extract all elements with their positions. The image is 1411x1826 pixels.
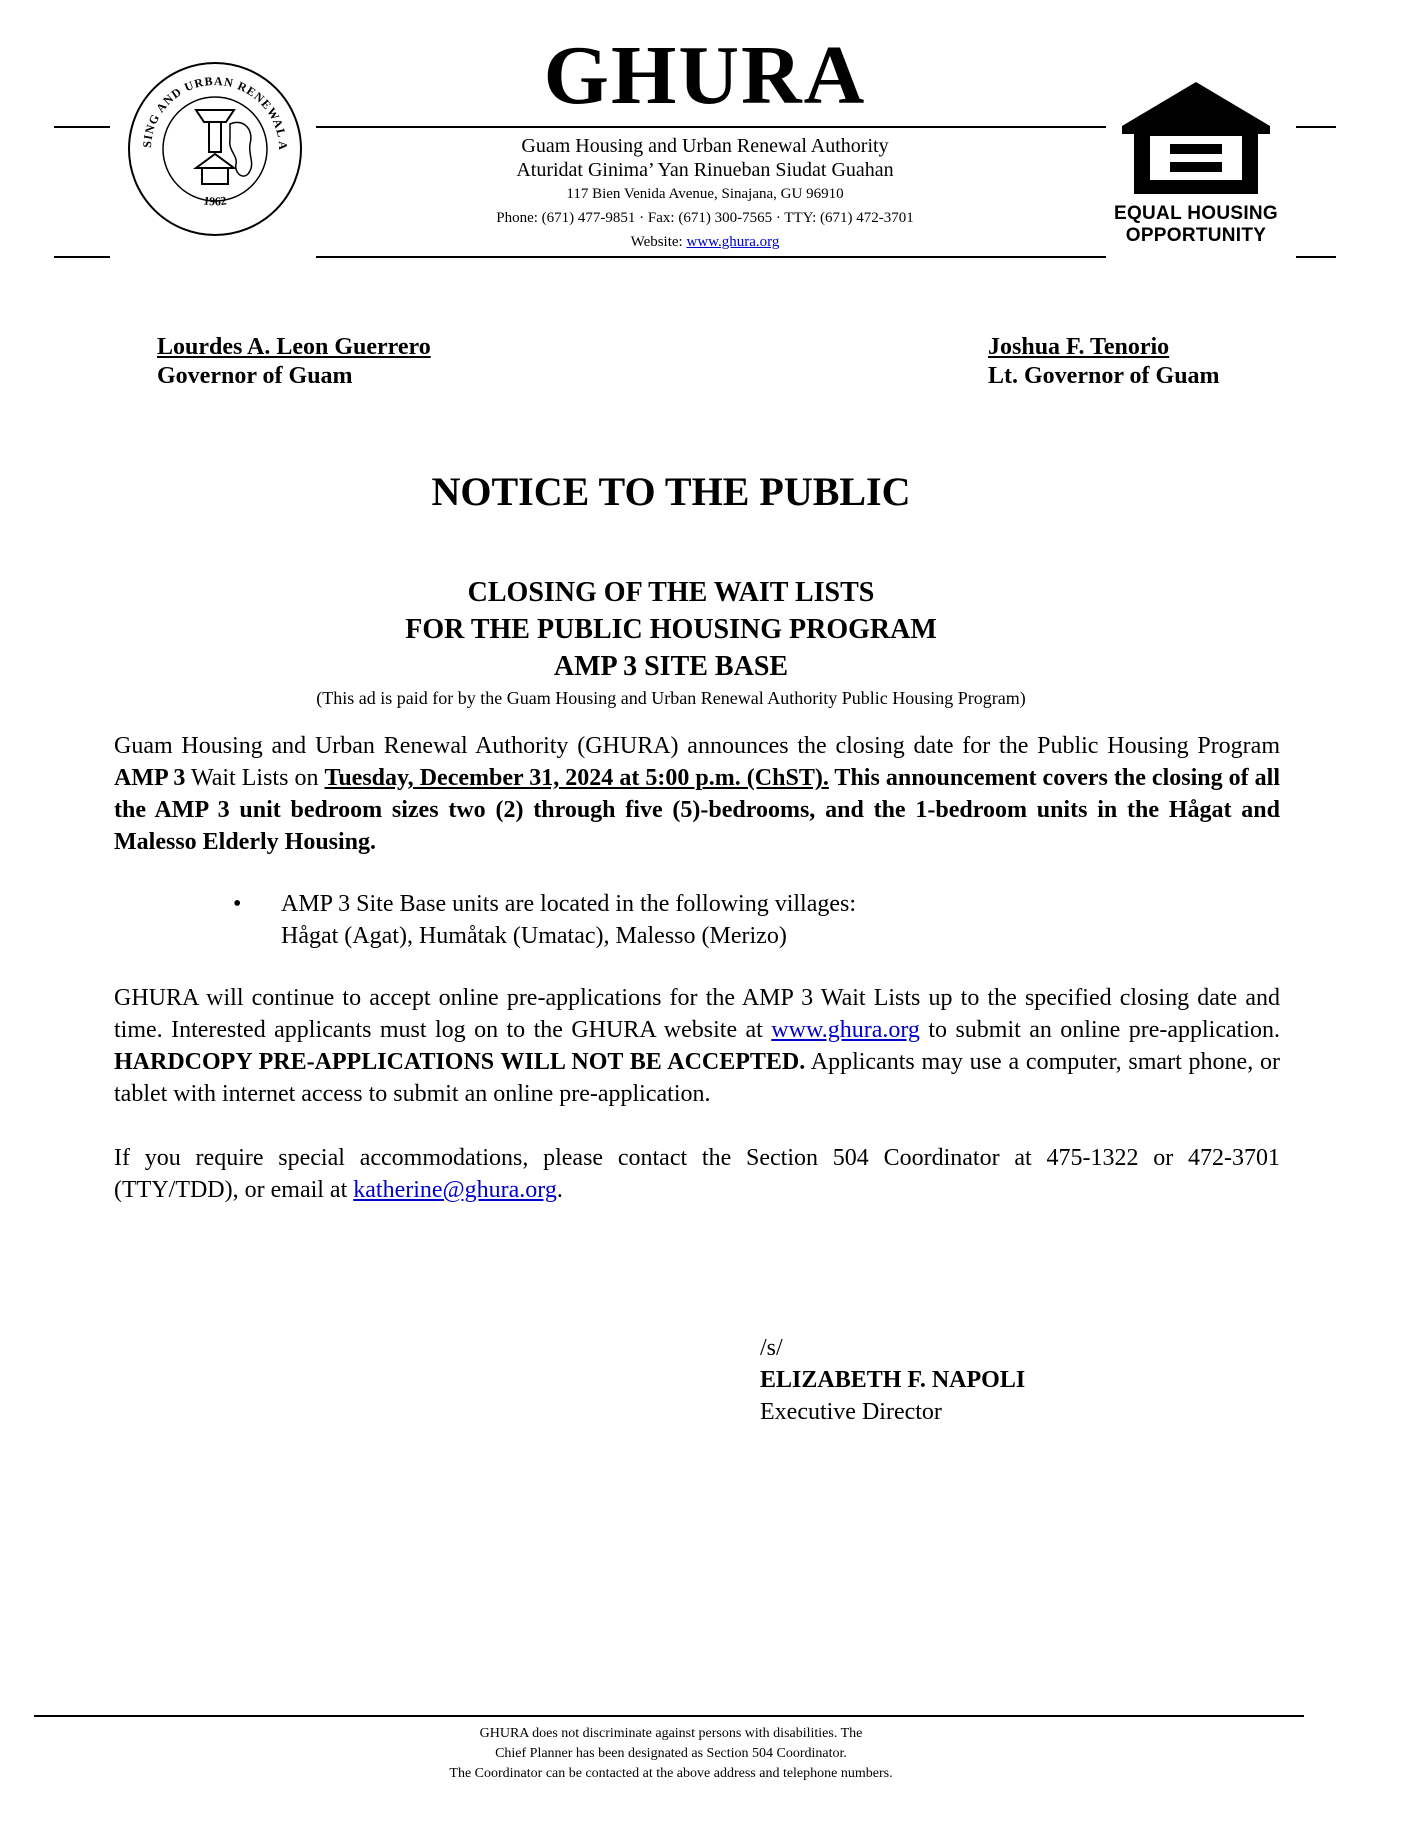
governor-title: Governor of Guam [157, 363, 353, 389]
governor-block [157, 334, 431, 390]
signature-mark: /s/ [760, 1335, 783, 1361]
p1-closing-date: Tuesday, December 31, 2024 at 5:00 p.m. (ChST). [324, 765, 829, 791]
paragraph-online-applications [114, 982, 1280, 1110]
footer-disclaimer [0, 1724, 1342, 1784]
p2-website-link[interactable]: www.ghura.org [771, 1017, 920, 1043]
header-rule-center-bottom [316, 256, 1106, 258]
p1-coverage: This announcement covers the closing of all the AMP 3 unit bedroom sizes two (2) through five (5)-bedrooms, and the 1-bedroom units in the Hågat and Malesso Elderly Housing. [114, 765, 1281, 855]
org-name: Guam Housing and Urban Renewal Authority [521, 135, 889, 157]
subtitle-line-2: FOR THE PUBLIC HOUSING PROGRAM [405, 614, 937, 645]
paragraph-closing-announcement [114, 730, 1280, 858]
bullet-line-2: Hågat (Agat), Humåtak (Umatac), Malesso (Merizo) [281, 923, 787, 949]
lt-governor-name: Joshua F. Tenorio [988, 334, 1170, 360]
equal-housing-logo [1108, 74, 1284, 247]
signatory-name: ELIZABETH F. NAPOLI [760, 1367, 1026, 1393]
org-name-chamorro: Aturidat Ginima’ Yan Rinueban Siudat Guahan [516, 159, 894, 181]
p2-text-d: Applicants may use a computer, smart phone, or tablet with internet access to submit an online pre-application. [114, 1049, 1280, 1107]
lt-governor-title: Lt. Governor of Guam [988, 363, 1220, 389]
signatory-title: Executive Director [760, 1399, 942, 1425]
signature-block [760, 1332, 1025, 1428]
p3-email-link[interactable]: katherine@ghura.org [353, 1177, 557, 1203]
subtitle-line-1: CLOSING OF THE WAIT LISTS [467, 577, 875, 608]
organization-header [420, 134, 990, 254]
footer-rule [34, 1715, 1304, 1717]
seal-text: SING AND URBAN RENEWAL A [139, 73, 291, 152]
paragraph-accommodations [114, 1142, 1280, 1206]
eho-line-1: EQUAL HOUSING [1113, 203, 1278, 224]
p1-text-a: Guam Housing and Urban Renewal Authority (GHURA) announces the closing date for the Public Housing Program [114, 733, 1280, 759]
equal-housing-house-icon [1108, 74, 1284, 198]
notice-subtitles [0, 574, 1342, 711]
notice-title: NOTICE TO THE PUBLIC [431, 469, 911, 514]
org-phone-line: Phone: (671) 477-9851 · Fax: (671) 300-7565 · TTY: (671) 472-3701 [496, 210, 914, 226]
p2-text-a: GHURA will continue to accept online pre-applications for the AMP 3 Wait Lists up to the specified closing date and time. Interested applicants must log on to the GHURA website at [114, 985, 1280, 1043]
header-rule-center-top [316, 126, 1106, 128]
ad-paid-note: (This ad is paid for by the Guam Housing and Urban Renewal Authority Public Housing Program) [316, 688, 1026, 708]
header-rule-left-bottom [54, 256, 110, 258]
website-label: Website: [630, 234, 683, 250]
lt-governor-block [988, 334, 1220, 390]
brand-title: GHURA [543, 29, 867, 122]
bullet-line-1: AMP 3 Site Base units are located in the following villages: [281, 891, 857, 917]
eho-line-2: OPPORTUNITY [1125, 225, 1267, 246]
header-rule-right-top [1296, 126, 1336, 128]
ghura-seal-logo [126, 60, 304, 238]
p1-text-c: Wait Lists on [185, 765, 325, 791]
footer-line-1: GHURA does not discriminate against persons with disabilities. The [479, 1726, 863, 1741]
governor-name: Lourdes A. Leon Guerrero [157, 334, 431, 360]
org-address: 117 Bien Venida Avenue, Sinajana, GU 96910 [566, 186, 844, 202]
org-website-line [420, 230, 990, 254]
header-rule-left [54, 126, 110, 128]
p1-amp3: AMP 3 [114, 765, 186, 791]
footer-line-3: The Coordinator can be contacted at the above address and telephone numbers. [449, 1766, 893, 1781]
p3-text-b: . [556, 1177, 563, 1203]
p3-text-a: If you require special accommodations, please contact the Section 504 Coordinator at 475-1322 or 472-3701 (TTY/TDD), or email at [114, 1145, 1280, 1203]
p2-hardcopy-warning: HARDCOPY PRE-APPLICATIONS WILL NOT BE ACCEPTED. [114, 1049, 806, 1075]
seal-year: 1962 [202, 193, 228, 209]
footer-line-2: Chief Planner has been designated as Section 504 Coordinator. [495, 1746, 847, 1761]
p2-text-b: to submit an online pre-application. [919, 1017, 1280, 1043]
bullet-dot: • [233, 891, 242, 917]
subtitle-line-3: AMP 3 SITE BASE [553, 651, 789, 682]
website-link[interactable]: www.ghura.org [686, 234, 780, 250]
header-rule-right-bottom [1296, 256, 1336, 258]
svg-text:1962 [203, 193, 228, 208]
